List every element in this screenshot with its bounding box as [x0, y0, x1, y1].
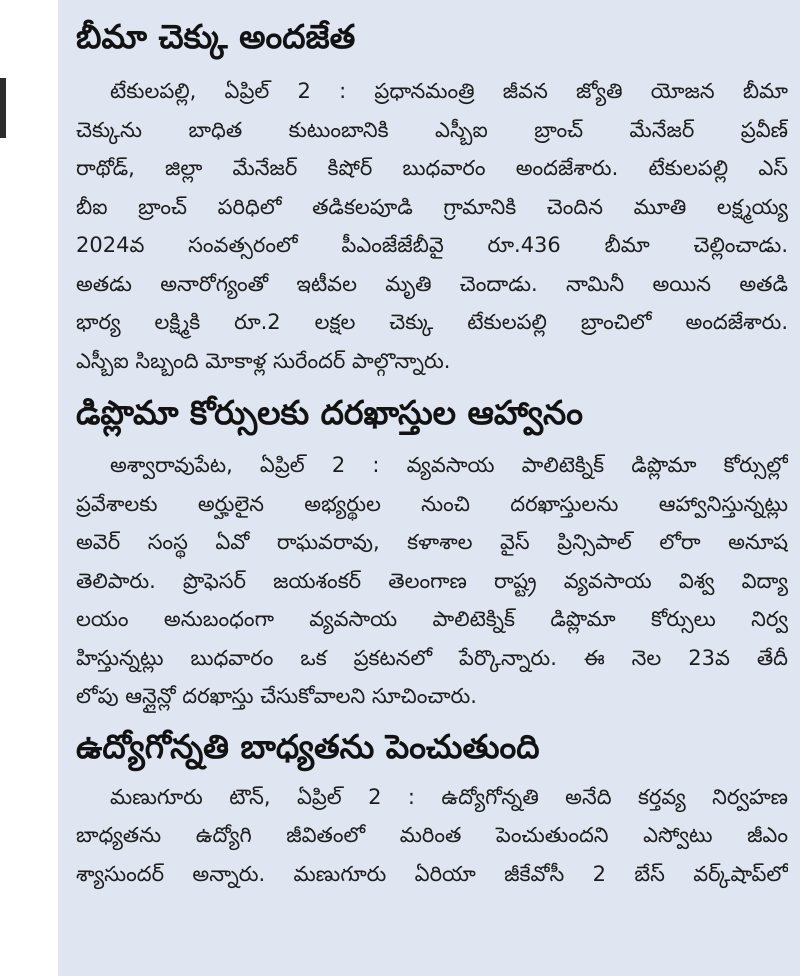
body-line: భార్య లక్ష్మికి రూ.2 లక్షల చెక్కు టేకులపల్లి బ్రాంచిలో అందజేశారు.	[76, 310, 788, 334]
body-line: టేకులపల్లి, ఏప్రిల్ 2 : ప్రధానమంత్రి జీవన జ్యోతి యోజన బీమా	[110, 79, 788, 103]
body-line: ఎస్బీఐ సిబ్బంది మోకాళ్ల సురేందర్ పాల్గొన్నారు.	[76, 348, 451, 373]
article-body	[58, 72, 800, 380]
body-line: చెక్కును బాధిత కుటుంబానికి ఎస్బీఐ బ్రాంచ్ మేనేజర్ ప్రవీణ్	[76, 117, 788, 142]
article-headline: బీమా చెక్కు అందజేత	[76, 17, 356, 56]
adjacent-column-edge	[0, 78, 6, 138]
body-line: బాధ్యతను ఉద్యోగి జీవితంలో మరింత పెంచుతుందని ఎస్వోటు జీఎం	[76, 823, 788, 847]
article-insurance-cheque	[58, 0, 800, 380]
body-line: రాథోడ్, జిల్లా మేనేజర్ కిషోర్ బుధవారం అందజేశారు. టేకులపల్లి ఎస్	[76, 156, 788, 180]
article-headline: ఉద్యోగోన్నతి బాధ్యతను పెంచుతుంది	[76, 726, 540, 766]
article-headline: డిప్లొమా కోర్సులకు దరఖాస్తుల ఆహ్వానం	[76, 393, 583, 432]
body-line: మణుగూరు టౌన్, ఏప్రిల్ 2 : ఉద్యోగోన్నతి అనేది కర్తవ్య నిర్వహణ	[110, 784, 788, 809]
article-body	[58, 778, 800, 894]
body-line: శ్యాసుందర్ అన్నారు. మణుగూరు ఏరియా జీకేవోసీ 2 బేస్ వర్క్‌షాప్‌లో	[76, 861, 788, 886]
body-line: 2024వ సంవత్సరంలో పీఎంజేజేబీవై రూ.436 బీమా చెల్లించాడు.	[76, 233, 788, 257]
body-line: లయం అనుబంధంగా వ్యవసాయ పాలిటెక్నిక్ డిప్లొమా కోర్సులు నిర్వ	[76, 607, 788, 631]
left-margin-strip	[0, 0, 58, 976]
body-line: ప్రవేశాలకు అర్హులైన అభ్యర్థుల నుంచి దరఖాస్తులను ఆహ్వానిస్తున్నట్లు	[76, 491, 788, 516]
body-line: హిస్తున్నట్లు బుధవారం ఒక ప్రకటనలో పేర్కొన్నారు. ఈ నెల 23వ తేదీ	[76, 645, 788, 670]
body-line: బీఐ బ్రాంచ్ పరిధిలో తడికలపూడి గ్రామానికి చెందిన మూతి లక్ష్మయ్య	[76, 194, 788, 219]
article-diploma-applications	[58, 380, 800, 716]
body-line: తెలిపారు. ప్రొఫెసర్ జయశంకర్ తెలంగాణ రాష్ట్ర వ్యవసాయ విశ్వ విద్యా	[76, 568, 788, 593]
body-line: అశ్వారావుపేట, ఏప్రిల్ 2 : వ్యవసాయ పాలిటెక్నిక్ డిప్లొమా కోర్సుల్లో	[110, 453, 788, 477]
body-line: అతడు అనారోగ్యంతో ఇటీవల మృతి చెందాడు. నామినీ అయిన అతడి	[76, 271, 788, 296]
article-body	[58, 446, 800, 716]
article-promotion-responsibility	[58, 716, 800, 894]
body-line: లోపు ఆన్లైన్లో దరఖాస్తు చేసుకోవాలని సూచించారు.	[76, 684, 477, 708]
newspaper-column	[58, 0, 800, 976]
body-line: అవెర్ సంస్థ ఏవో రాఘవరావు, కళాశాల వైస్ ప్రిన్సిపాల్ లోరా అనూష	[76, 530, 788, 554]
